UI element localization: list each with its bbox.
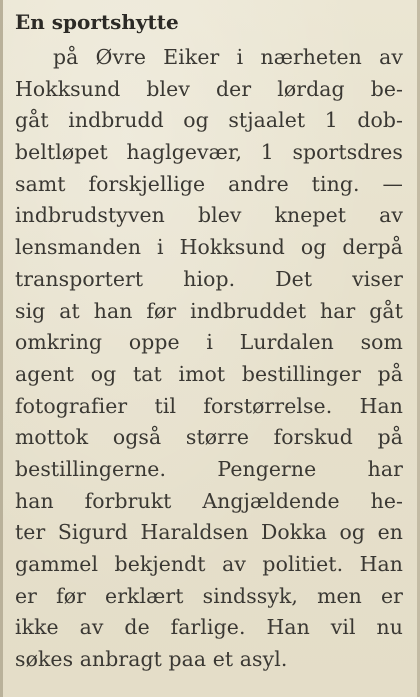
article-line: beltløpet haglgevær, 1 sportsdres: [15, 140, 403, 165]
article-body: [15, 42, 403, 676]
article-line: fotografier til forstørrelse. Han: [15, 393, 403, 418]
article-line: søkes anbragt paa et asyl.: [15, 647, 288, 672]
article-line: transportert hiop. Det viser: [15, 266, 403, 291]
article-line: gåt indbrudd og stjaalet 1 dob-: [15, 108, 403, 133]
article-line: samt forskjellige andre ting. —: [15, 171, 403, 196]
article-line: omkring oppe i Lurdalen som: [15, 330, 403, 355]
article-line: bestillingerne. Pengerne har: [15, 456, 403, 481]
article-line: han forbrukt Angjældende he-: [15, 488, 403, 513]
article-line: indbrudstyven blev knepet av: [15, 203, 403, 228]
article-line: er før erklært sindssyk, men er: [15, 583, 403, 608]
article-line: agent og tat imot bestillinger på: [15, 361, 403, 386]
article-line: lensmanden i Hokksund og derpå: [15, 235, 403, 260]
article-line: gammel bekjendt av politiet. Han: [15, 552, 403, 576]
article-line: mottok også større forskud på: [15, 425, 403, 450]
article-headline: En sportshytte: [15, 10, 179, 34]
article-line: ikke av de farlige. Han vil nu: [15, 615, 403, 640]
article-line: på Øvre Eiker i nærheten av: [53, 45, 403, 69]
article-line: Hokksund blev der lørdag be-: [15, 76, 403, 101]
article-line: sig at han før indbruddet har gåt: [15, 298, 403, 323]
article-line: ter Sigurd Haraldsen Dokka og en: [15, 520, 403, 545]
